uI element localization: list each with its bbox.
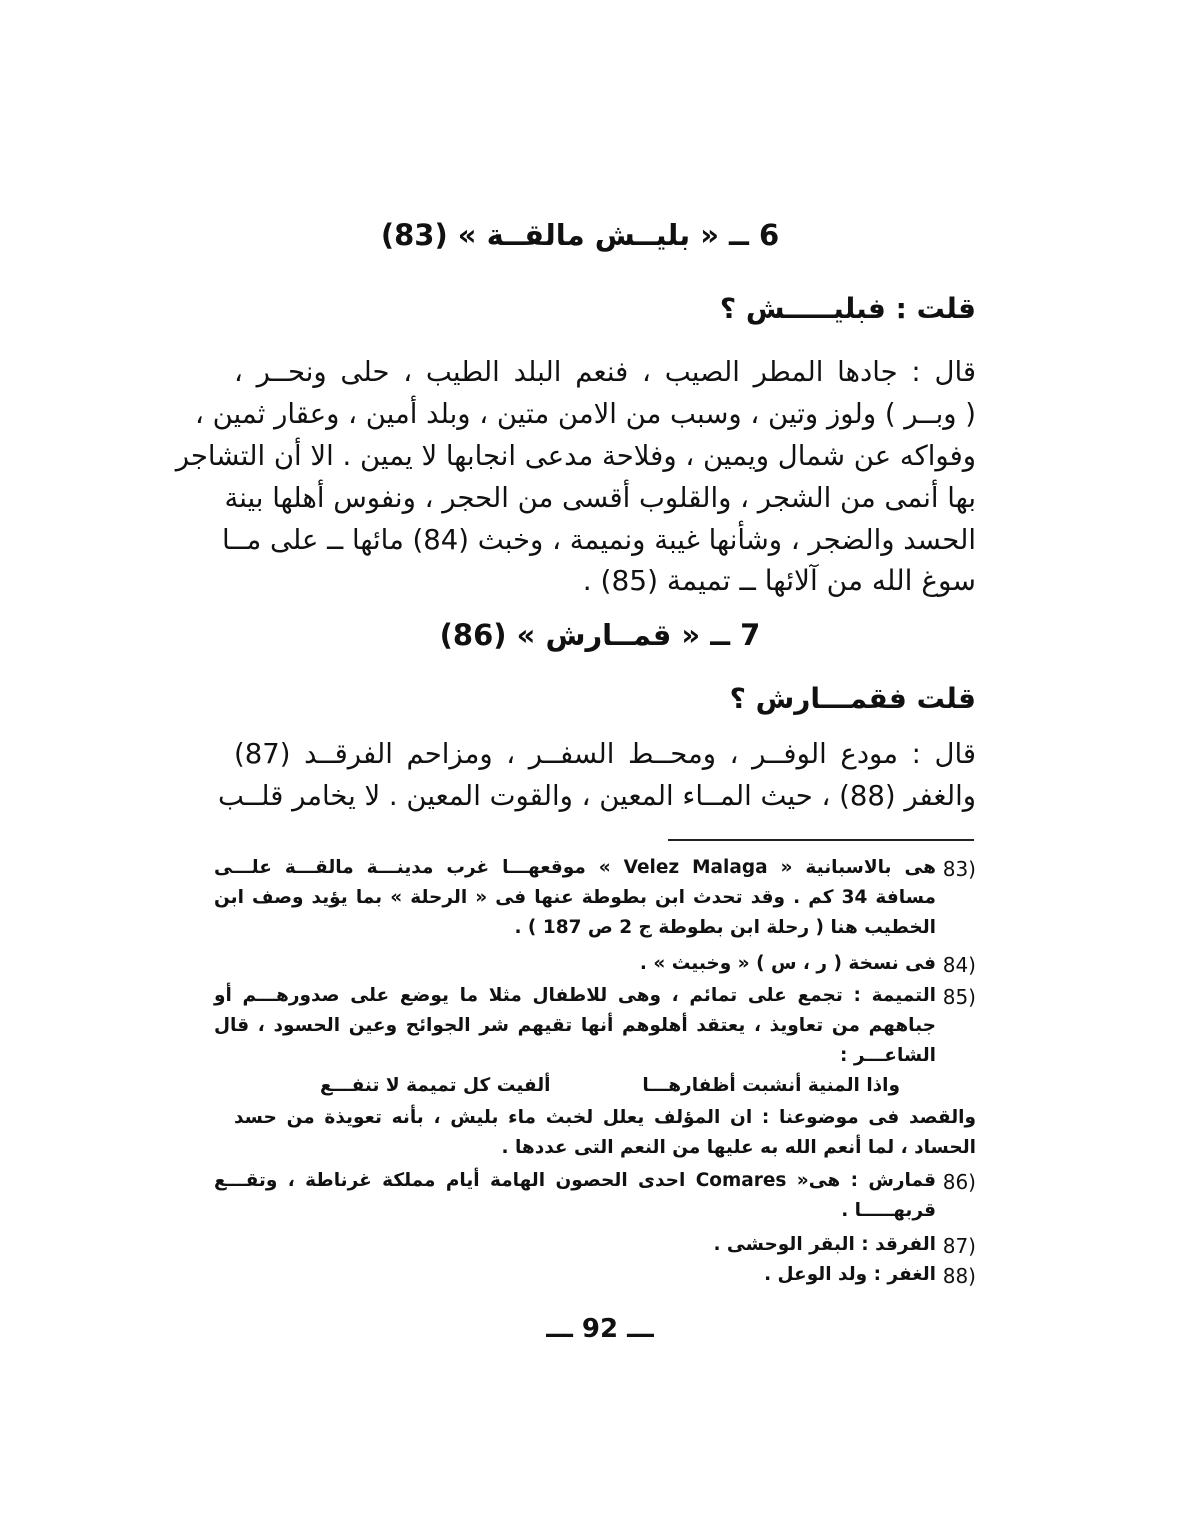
body-line: قال : جادها المطر الصيب ، فنعم البلد الطيب ، حلى ونحــر ، bbox=[234, 356, 976, 388]
footnote-line: والقصد فى موضوعنا : ان المؤلف يعلل لخبث ماء بليش ، بأنه تعويذة من حسد bbox=[234, 1107, 976, 1128]
footnote-line: الحساد ، لما أنعم الله به عليها من النعم التى عددها . bbox=[501, 1137, 976, 1158]
footnote-line: قربهـــــا . bbox=[841, 1200, 936, 1221]
footnote-number: 85) bbox=[942, 985, 976, 1009]
poetry-verse bbox=[320, 1075, 900, 1096]
verse-second-hemistich: ألفيت كل تميمة لا تنفـــع bbox=[320, 1075, 551, 1096]
footnote-line: الغفر : ولد الوعل . bbox=[764, 1264, 936, 1285]
footnote-line: التميمة : تجمع على تمائم ، وهى للاطفال مثلا ما يوضع على صدورهـــم أو bbox=[214, 985, 936, 1006]
body-line: سوغ الله من آلائها ــ تميمة (85) . bbox=[582, 564, 976, 597]
question-line-7: قلت فقمـــارش ؟ bbox=[729, 682, 976, 715]
body-line: والغفر (88) ، حيث المــاء المعين ، والقوت المعين . لا يخامر قلــب bbox=[217, 780, 976, 812]
question-line-6: قلت : فبليـــــش ؟ bbox=[719, 292, 976, 325]
body-line: قال : مودع الوفــر ، ومحــط السفــر ، ومزاحم الفرقــد (87) bbox=[234, 738, 976, 770]
footnote-number: 84) bbox=[942, 953, 976, 977]
footnote-number: 88) bbox=[942, 1264, 976, 1288]
footnote-line: الفرقد : البقر الوحشى . bbox=[713, 1234, 936, 1255]
footnote-line: قمارش : هى« Comares احدى الحصون الهامة أيام مملكة غرناطة ، وتقـــع bbox=[214, 1170, 936, 1191]
footnote-line: فى نسخة ( ر ، س ) « وخبيث » . bbox=[639, 953, 936, 974]
page-number: ـــ 92 ـــ bbox=[546, 1314, 654, 1344]
footnote-line: الشاعـــر : bbox=[839, 1045, 936, 1066]
footnote-line: جباههم من تعاويذ ، يعتقد أهلوهم أنها تقيهم شر الجوائح وعين الحسود ، قال bbox=[214, 1015, 936, 1036]
body-line: وفواكه عن شمال ويمين ، وفلاحة مدعى انجابها لا يمين . الا أن التشاجر bbox=[175, 440, 976, 472]
body-line: بها أنمى من الشجر ، والقلوب أقسى من الحجر ، ونفوس أهلها بينة bbox=[224, 482, 976, 514]
footnote-number: 83) bbox=[942, 857, 976, 881]
body-line: ( وبــر ) ولوز وتين ، وسبب من الامن متين ، وبلد أمين ، وعقار ثمين ، bbox=[194, 398, 976, 430]
verse-first-hemistich: واذا المنية أنشبت أظفارهـــا bbox=[642, 1075, 900, 1096]
footnote-number: 86) bbox=[942, 1170, 976, 1194]
body-line: الحسد والضجر ، وشأنها غيبة ونميمة ، وخبث (84) مائها ــ على مــا bbox=[221, 524, 976, 556]
footnote-number: 87) bbox=[942, 1234, 976, 1258]
footnote-divider bbox=[668, 839, 974, 841]
footnote-line: الخطيب هنا ( رحلة ابن بطوطة ج 2 ص 187 ) . bbox=[514, 917, 936, 938]
section-heading-7: 7 ــ « قمــارش » (86) bbox=[439, 618, 761, 652]
footnote-line: هى بالاسبانية « Velez Malaga » موقعهـــا غرب مدينـــة مالقـــة علـــى bbox=[214, 857, 936, 878]
section-heading-6: 6 ــ « بليــش مالقــة » (83) bbox=[380, 218, 780, 252]
footnote-line: مسافة 34 كم . وقد تحدث ابن بطوطة عنها فى « الرحلة » بما يؤيد وصف ابن bbox=[214, 887, 936, 908]
